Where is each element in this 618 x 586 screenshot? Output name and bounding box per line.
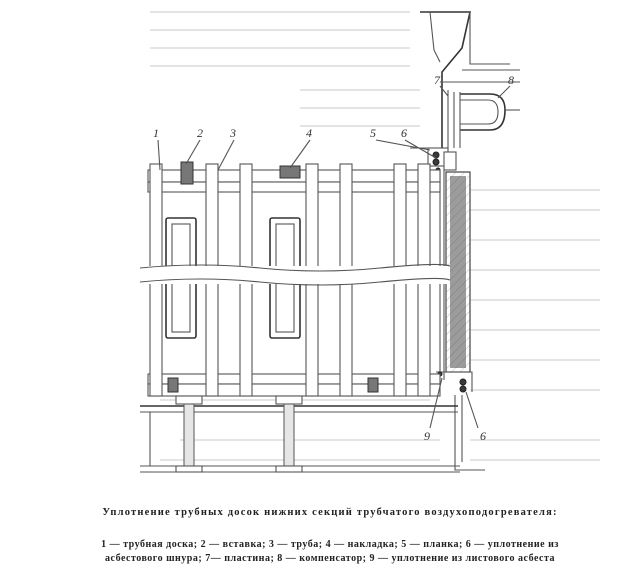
callout-8: 8: [508, 73, 514, 87]
callout-6: 6: [401, 126, 407, 140]
callout-9: 9: [424, 429, 430, 443]
callout-7: 7: [434, 73, 440, 87]
callout-1: 1: [153, 126, 159, 140]
figure-caption-legend: 1 — трубная доска; 2 — вставка; 3 — труба; 4 — накладка; 5 — планка; 6 — уплотнение из асбестового шнура; 7— пластина; 8 — компенсатор; 9 — уплотнение из листового асбеста: [101, 539, 559, 564]
callout-5: 5: [370, 126, 376, 140]
callout-2: 2: [197, 126, 203, 140]
break-lines: [140, 264, 450, 285]
callout-3: 3: [230, 126, 236, 140]
callout-6-lower: 6: [480, 429, 486, 443]
figure-caption-title: Уплотнение трубных досок нижних секций трубчатого воздухоподогревателя:: [102, 507, 558, 518]
callout-4: 4: [306, 126, 312, 140]
